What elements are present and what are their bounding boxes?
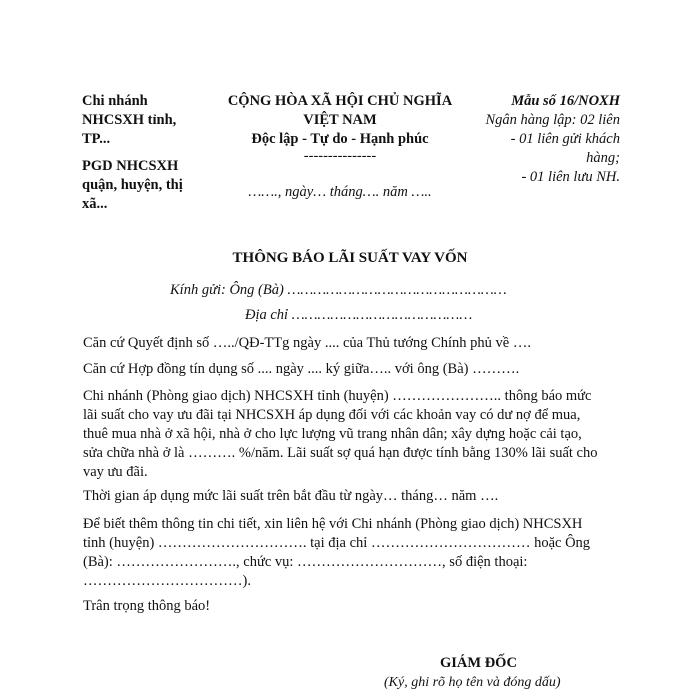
- motto-underline: ---------------: [303, 148, 377, 164]
- pgd-line: xã...: [82, 196, 108, 212]
- issuing-branch-block: [82, 92, 232, 214]
- paragraph-interest-rate: [83, 387, 623, 482]
- paragraph-line: (Bà): ……………………., chức vụ: …………………………, số điện thoại:: [83, 554, 528, 570]
- pgd-line: quận, huyện, thị: [82, 177, 183, 193]
- paragraph-line: Thời gian áp dụng mức lãi suất trên bắt đầu từ ngày… tháng… năm ….: [83, 488, 499, 504]
- document-title: THÔNG BÁO LÃI SUẤT VAY VỐN: [232, 250, 468, 266]
- paragraph-line: Để biết thêm thông tin chi tiết, xin liên hệ với Chi nhánh (Phòng giao dịch) NHCSXH: [83, 516, 583, 532]
- date-line: ……., ngày… tháng…. năm …..: [248, 184, 432, 200]
- paragraph-line: thuê mua nhà ở xã hội, nhà ở cho lực lượng vũ trang nhân dân; xây dựng hoặc cải tạo,: [83, 426, 582, 442]
- copies-note: - 01 liên gửi khách: [510, 131, 620, 147]
- country-name-line2: VIỆT NAM: [303, 112, 377, 128]
- form-number: Mẫu số 16/NOXH: [511, 93, 620, 109]
- paragraph-line: Trân trọng thông báo!: [83, 598, 211, 614]
- paragraph-contact: [83, 515, 623, 591]
- national-header: [225, 92, 455, 202]
- closing-line: [83, 597, 623, 616]
- paragraph-line: Căn cứ Quyết định số …../QĐ-TTg ngày .... của Thủ tướng Chính phủ về ….: [83, 335, 531, 351]
- copies-note: hàng;: [586, 150, 620, 166]
- paragraph-line: Chi nhánh (Phòng giao dịch) NHCSXH tỉnh (huyện) ………………….. thông báo mức: [83, 388, 592, 404]
- paragraph-effective-date: [83, 487, 623, 506]
- paragraph-line: lãi suất cho vay ưu đãi tại NHCSXH áp dụng đối với các khoản vay có dư nợ để mua,: [83, 407, 581, 423]
- branch-line: Chi nhánh: [82, 93, 148, 109]
- country-name-line1: CỘNG HÒA XÃ HỘI CHỦ NGHĨA: [227, 93, 453, 109]
- copies-note: Ngân hàng lập: 02 liên: [485, 112, 620, 128]
- recipient-line: Kính gửi: Ông (Bà) ……………………………………………: [170, 282, 507, 298]
- signer-title: GIÁM ĐỐC: [440, 655, 517, 671]
- paragraph-line: vay ưu đãi.: [83, 464, 148, 480]
- paragraph-line: Căn cứ Hợp đồng tín dụng số .... ngày .... ký giữa….. với ông (Bà) ……….: [83, 361, 520, 377]
- branch-line: TP...: [82, 131, 111, 147]
- paragraph-decision: [83, 334, 623, 353]
- address-line: Địa chỉ ……………………………………: [245, 307, 473, 323]
- signature-instruction: (Ký, ghi rõ họ tên và đóng dấu): [384, 675, 561, 690]
- motto: Độc lập - Tự do - Hạnh phúc: [251, 131, 429, 147]
- form-number-block: [470, 92, 620, 187]
- copies-note: - 01 liên lưu NH.: [521, 169, 620, 185]
- pgd-line: PGD NHCSXH: [82, 158, 179, 174]
- branch-line: NHCSXH tỉnh,: [82, 112, 177, 128]
- paragraph-line: sửa chữa nhà ở là ………. %/năm. Lãi suất sợ quá hạn được tính bằng 130% lãi suất cho: [83, 445, 598, 461]
- paragraph-line: ……………………………).: [83, 573, 251, 589]
- paragraph-contract: [83, 360, 623, 379]
- paragraph-line: tỉnh (huyện) …………………………. tại địa chỉ …………………………… hoặc Ông: [83, 535, 591, 551]
